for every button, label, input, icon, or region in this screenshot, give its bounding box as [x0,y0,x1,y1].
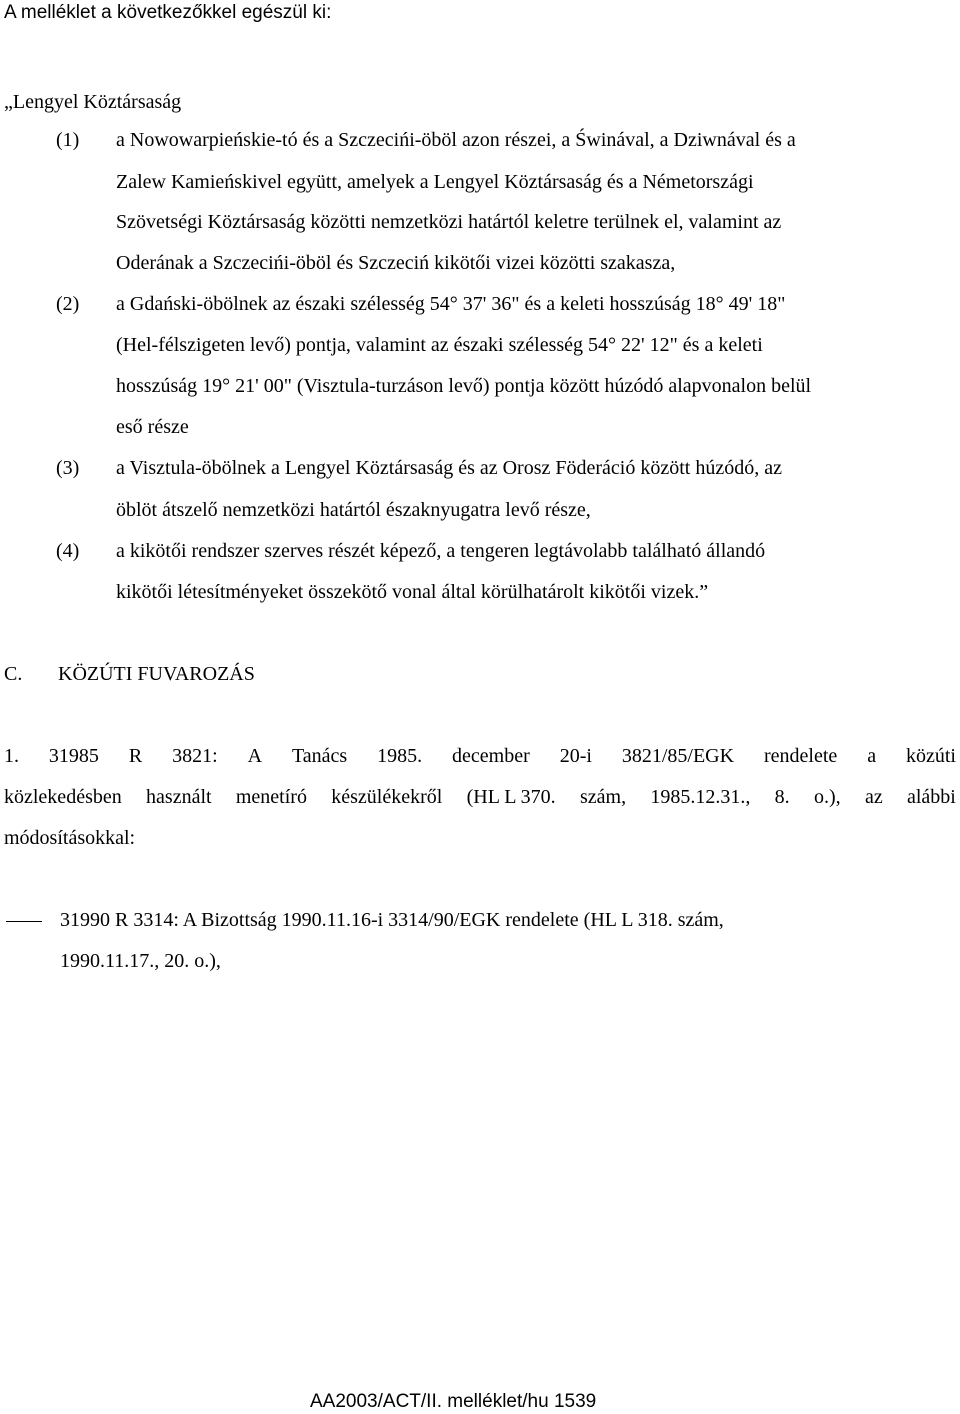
word: rendelete [763,745,838,767]
word: menetíró [235,786,307,808]
item-line: öblöt átszelő nemzetközi határtól északnyugatra levő része, [116,499,591,521]
regulation-line-1 [4,744,956,768]
item-number: (3) [56,457,80,479]
item-line: Oderának a Szczecińi-öböl és Szczeciń kikötői vizei közötti szakasza, [116,252,676,274]
word: (HL L 370. [466,786,556,808]
word: 31985 [48,745,99,767]
regulation-line-3: módosításokkal: [4,827,136,849]
amendment-line-1: 31990 R 3314: A Bizottság 1990.11.16-i 3314/90/EGK rendelete (HL L 318. szám, [60,909,724,931]
intro-text: A melléklet a következőkkel egészül ki: [4,2,332,23]
word: 20-i [559,745,592,767]
word: 1985. [377,745,423,767]
item-line: hosszúság 19° 21' 00" (Visztula-turzáson levő) pontja között húzódó alapvonalon belül [116,375,812,397]
word: Tanács [291,745,348,767]
word: közlekedésben [4,786,122,808]
word: 1985.12.31., [650,786,751,808]
word: 3821: [172,745,218,767]
word: 1. [4,745,19,767]
word: közúti [906,745,956,767]
word: 8. [774,786,790,808]
item-number: (2) [56,293,80,315]
item-line: kikötői létesítményeket összekötő vonal által körülhatárolt kikötői vizek.” [116,581,709,603]
word: december [452,745,530,767]
heading-lengyel: „Lengyel Köztársaság [4,91,182,113]
item-line: Szövetségi Köztársaság közötti nemzetközi határtól keletre terülnek el, valamint az [116,211,782,233]
word: o.), [813,786,841,808]
item-line: a kikötői rendszer szerves részét képező, a tengeren legtávolabb található állandó [116,540,766,562]
word: készülékekről [331,786,443,808]
word: 3821/85/EGK [621,745,735,767]
regulation-line-2 [4,785,956,809]
word: alábbi [907,786,956,808]
item-line: a Visztula-öbölnek a Lengyel Köztársaság és az Orosz Föderáció között húzódó, az [116,457,782,479]
item-line: (Hel-félszigeten levő) pontja, valamint az északi szélesség 54° 22' 12" és a keleti [116,334,763,356]
page-footer: AA2003/ACT/II. melléklet/hu 1539 [310,1391,597,1412]
item-line: a Gdański-öbölnek az északi szélesség 54° 37' 36" és a keleti hosszúság 18° 49' 18" [116,293,786,315]
amendment-line-2: 1990.11.17., 20. o.), [60,950,221,972]
section-letter: C. [4,663,23,685]
word: A [247,745,263,767]
item-number: (4) [56,540,80,562]
item-line: a Nowowarpieńskie-tó és a Szczecińi-öböl azon részei, a Świnával, a Dziwnával és a [116,129,796,151]
section-title: KÖZÚTI FUVAROZÁS [58,663,255,685]
dash-bullet [6,921,42,922]
word: szám, [579,786,627,808]
word: a [867,745,877,767]
item-line: eső része [116,416,189,438]
word: használt [146,786,212,808]
item-number: (1) [56,129,80,151]
word: R [128,745,143,767]
word: az [864,786,883,808]
item-line: Zalew Kamieńskivel együtt, amelyek a Lengyel Köztársaság és a Németországi [116,171,754,193]
